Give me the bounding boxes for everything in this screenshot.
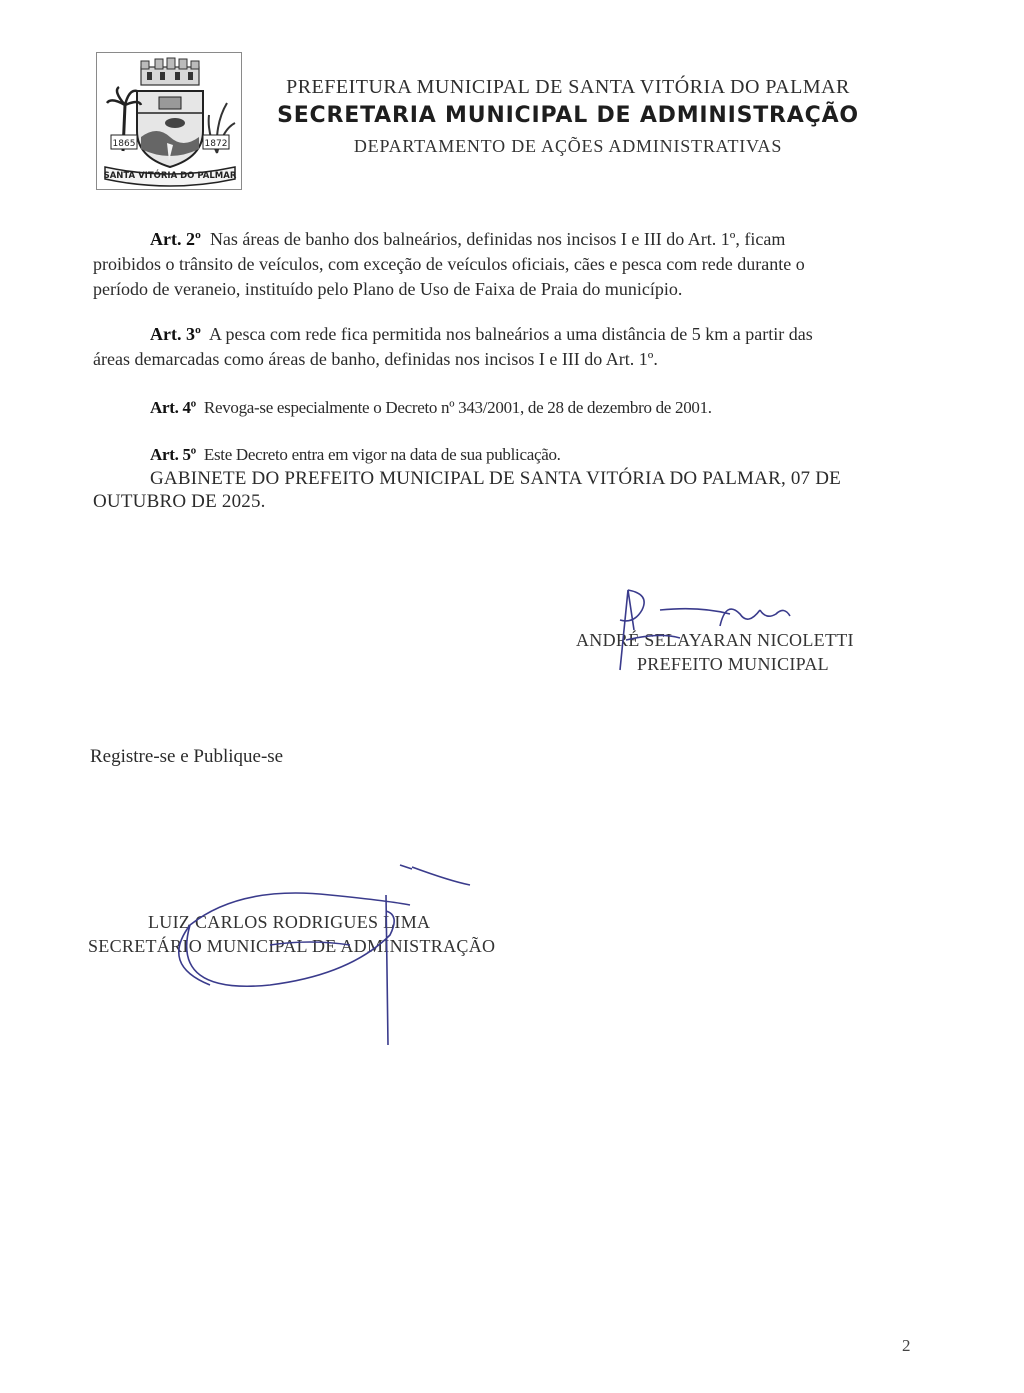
coat-of-arms-drawing xyxy=(97,53,243,191)
register-note: Registre-se e Publique-se xyxy=(90,746,284,767)
crest-year-left: 1865 xyxy=(112,139,136,149)
article-3-label: Art. 3º xyxy=(150,324,201,344)
secretary-name: LUIZ CARLOS RODRIGUES LIMA xyxy=(148,912,431,932)
article-5-text-1: Este Decreto entra em vigor na data de sua publicação. xyxy=(203,445,561,464)
mayor-name: ANDRÉ SELAYARAN NICOLETTI xyxy=(576,630,854,650)
article-4-line-1 xyxy=(150,396,712,419)
article-2-label: Art. 2º xyxy=(150,229,201,249)
article-4-text-1: Revoga-se especialmente o Decreto nº 343/2001, de 28 de dezembro de 2001. xyxy=(203,398,712,417)
article-5-label: Art. 5º xyxy=(150,445,196,464)
article-2-line-3: período de veraneio, instituído pelo Plano de Uso de Faixa de Praia do município. xyxy=(93,279,683,299)
coat-of-arms xyxy=(96,52,242,190)
mayor-title: PREFEITO MUNICIPAL xyxy=(637,654,829,674)
closing-line-1: GABINETE DO PREFEITO MUNICIPAL DE SANTA VITÓRIA DO PALMAR, 07 DE xyxy=(150,468,841,489)
article-2-line-2: proibidos o trânsito de veículos, com exceção de veículos oficiais, cães e pesca com rede durante o xyxy=(93,254,805,274)
header-secretariat: SECRETARIA MUNICIPAL DE ADMINISTRAÇÃO xyxy=(277,103,859,128)
article-3-line-1 xyxy=(150,323,813,346)
crest-ribbon-text: SANTA VITÓRIA DO PALMAR xyxy=(103,171,237,181)
crest-year-right: 1872 xyxy=(204,139,228,149)
secretary-title: SECRETÁRIO MUNICIPAL DE ADMINISTRAÇÃO xyxy=(88,936,496,956)
article-5-line-1 xyxy=(150,443,561,466)
article-2-text-1: Nas áreas de banho dos balneários, definidas nos incisos I e III do Art. 1º, ficam xyxy=(209,229,786,249)
header-municipality: PREFEITURA MUNICIPAL DE SANTA VITÓRIA DO PALMAR xyxy=(286,76,850,98)
header-department: DEPARTAMENTO DE AÇÕES ADMINISTRATIVAS xyxy=(353,136,783,156)
page-number: 2 xyxy=(902,1336,911,1355)
closing-line-2: OUTUBRO DE 2025. xyxy=(93,491,266,512)
article-4-label: Art. 4º xyxy=(150,398,196,417)
article-3-text-1: A pesca com rede fica permitida nos balneários a uma distância de 5 km a partir das xyxy=(208,324,813,344)
article-2-line-1 xyxy=(150,228,785,251)
article-3-line-2: áreas demarcadas como áreas de banho, definidas nos incisos I e III do Art. 1º. xyxy=(93,349,658,369)
